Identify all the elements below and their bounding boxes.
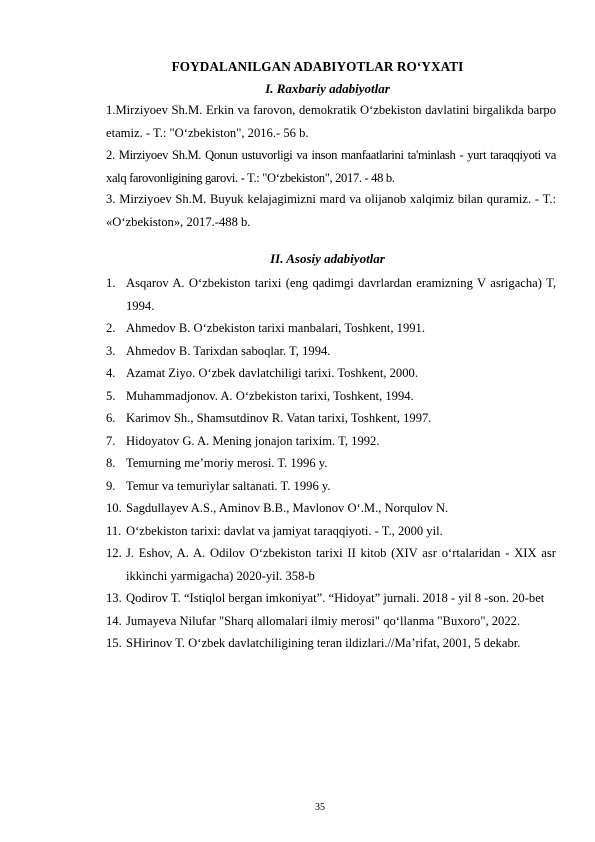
list-item: 13. Qodirov T. “Istiqlol bergan imkoniyat”. “Hidoyat” jurnali. 2018 - yil 8 -son. 20-bet	[106, 591, 545, 605]
list-item: 11. O‘zbekiston tarixi: davlat va jamiyat taraqqiyoti. - T., 2000 yil.	[106, 523, 443, 538]
list-item: 6. Karimov Sh., Shamsutdinov R. Vatan tarixi, Toshkent, 1997.	[106, 411, 432, 425]
list-item: 2. Ahmedov B. O‘zbekiston tarixi manbalari, Toshkent, 1991.	[106, 321, 425, 335]
section-heading-main-literature: II. Asosiy adabiyotlar	[270, 251, 385, 266]
main-literature-list	[106, 272, 556, 655]
guiding-literature-item: 2. Mirziyoev Sh.M. Qonun ustuvorligi va inson manfaatlarini ta'minlash - yurt taraqqiyoti va xalq farovonligining garovi. - T.: "O‘zbekiston", 2017. - 48 b.	[106, 148, 556, 185]
guiding-literature-item: 1.Mirziyoev Sh.M. Erkin va farovon, demokratik O‘zbekiston davlatini birgalikda barpo etamiz. - T.: "O‘zbekiston", 2016.- 56 b.	[106, 103, 556, 140]
guiding-literature-item: 3. Mirziyoev Sh.M. Buyuk kelajagimizni mard va olijanob xalqimiz bilan quramiz. - T.: «O‘zbekiston», 2017.-488 b.	[106, 192, 556, 229]
list-item: 10. Sagdullayev A.S., Aminov B.B., Mavlonov O‘.M., Norqulov N.	[106, 501, 449, 515]
list-item: 14. Jumayeva Nilufar "Sharq allomalari ilmiy merosi" qo‘llanma "Buxoro", 2022.	[106, 613, 521, 628]
list-item: 5. Muhammadjonov. A. O‘zbekiston tarixi, Toshkent, 1994.	[106, 388, 414, 403]
list-item: 8. Temurning me’moriy merosi. T. 1996 y.	[106, 456, 328, 470]
list-item: 3. Ahmedov B. Tarixdan saboqlar. T, 1994.	[106, 343, 331, 358]
list-item: 1. Asqarov A. O‘zbekiston tarixi (eng qadimgi davrlardan eramizning V asrigacha) T, 1994.	[106, 276, 556, 313]
page-number: 35	[315, 802, 325, 813]
list-item: 4. Azamat Ziyo. O‘zbek davlatchiligi tarixi. Toshkent, 2000.	[106, 366, 418, 380]
section-heading-guiding-literature: I. Raxbariy adabiyotlar	[265, 81, 390, 96]
page-title: FOYDALANILGAN ADABIYOTLAR RO‘YXATI	[171, 59, 464, 74]
list-item: 15. SHirinov T. O‘zbek davlatchiligining teran ildizlari.//Ma’rifat, 2001, 5 dekabr.	[106, 636, 521, 650]
list-item: 12. J. Eshov, A. A. Odilov O‘zbekiston tarixi II kitob (XIV asr o‘rtalaridan - XIX asr ikkinchi yarmigacha) 2020-yil. 358-b	[106, 546, 556, 583]
list-item: 7. Hidoyatov G. A. Mening jonajon tarixim. T, 1992.	[106, 433, 380, 448]
list-item: 9. Temur va temuriylar saltanati. T. 1996 y.	[106, 478, 331, 493]
